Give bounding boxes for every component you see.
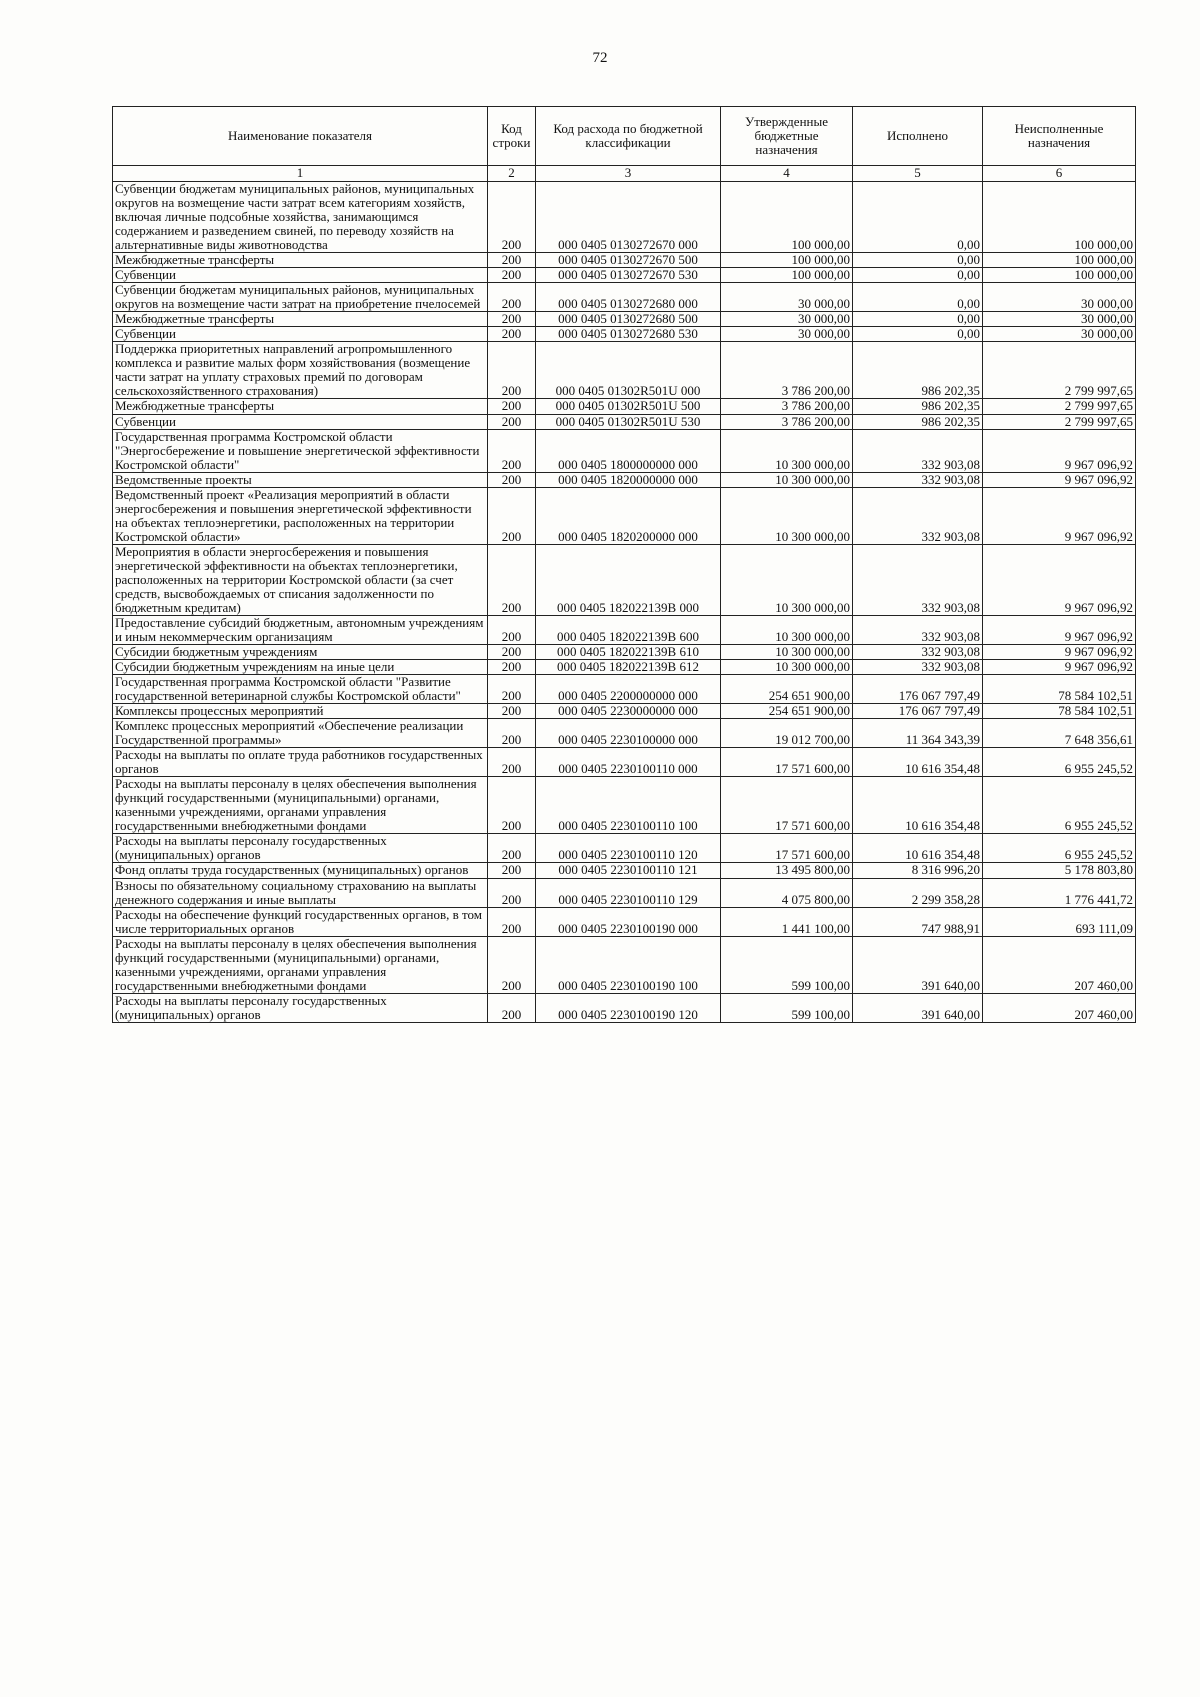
- row-unexecuted-amount: 9 967 096,92: [983, 660, 1136, 675]
- header-approved: Утвержденные бюджетные назначения: [721, 107, 853, 166]
- table-row: [113, 429, 1136, 472]
- row-code: 200: [488, 472, 536, 487]
- row-executed-amount: 10 616 354,48: [853, 777, 983, 834]
- table-row: [113, 283, 1136, 312]
- row-name: Субвенции: [113, 268, 488, 283]
- row-code: 200: [488, 429, 536, 472]
- row-unexecuted-amount: 9 967 096,92: [983, 645, 1136, 660]
- header-code: Код строки: [488, 107, 536, 166]
- row-executed-amount: 332 903,08: [853, 544, 983, 615]
- table-row: [113, 472, 1136, 487]
- row-code: 200: [488, 312, 536, 327]
- row-executed-amount: 0,00: [853, 268, 983, 283]
- row-classification-code: 000 0405 0130272680 000: [536, 283, 721, 312]
- table-row: [113, 645, 1136, 660]
- row-approved-amount: 17 571 600,00: [721, 748, 853, 777]
- row-name: Субвенции: [113, 414, 488, 429]
- header-classification: Код расхода по бюджетной классификации: [536, 107, 721, 166]
- row-classification-code: 000 0405 2200000000 000: [536, 675, 721, 704]
- row-approved-amount: 17 571 600,00: [721, 834, 853, 863]
- row-unexecuted-amount: 5 178 803,80: [983, 863, 1136, 878]
- column-number: 2: [488, 166, 536, 182]
- row-unexecuted-amount: 1 776 441,72: [983, 878, 1136, 907]
- row-code: 200: [488, 704, 536, 719]
- row-name: Субвенции бюджетам муниципальных районов, муниципальных округов на возмещение части затрат всем категориям хозяйств, включая личные подсобные хозяйства, занимающимся содержанием и разведением свиней, по переводу хозяйств на альтернативные виды животноводства: [113, 182, 488, 253]
- row-classification-code: 000 0405 182022139B 600: [536, 615, 721, 644]
- table-row: [113, 777, 1136, 834]
- row-executed-amount: 0,00: [853, 253, 983, 268]
- row-classification-code: 000 0405 2230100110 120: [536, 834, 721, 863]
- row-unexecuted-amount: 207 460,00: [983, 993, 1136, 1022]
- row-classification-code: 000 0405 2230100190 120: [536, 993, 721, 1022]
- table-row: [113, 907, 1136, 936]
- column-number: 4: [721, 166, 853, 182]
- table-row: [113, 936, 1136, 993]
- table-row: [113, 704, 1136, 719]
- row-approved-amount: 30 000,00: [721, 283, 853, 312]
- table-row: [113, 312, 1136, 327]
- row-classification-code: 000 0405 182022139B 000: [536, 544, 721, 615]
- row-classification-code: 000 0405 1800000000 000: [536, 429, 721, 472]
- row-unexecuted-amount: 9 967 096,92: [983, 472, 1136, 487]
- row-name: Субсидии бюджетным учреждениям на иные цели: [113, 660, 488, 675]
- row-classification-code: 000 0405 2230100000 000: [536, 719, 721, 748]
- row-unexecuted-amount: 100 000,00: [983, 268, 1136, 283]
- row-approved-amount: 30 000,00: [721, 312, 853, 327]
- table-row: [113, 182, 1136, 253]
- row-code: 200: [488, 777, 536, 834]
- row-name: Поддержка приоритетных направлений агропромышленного комплекса и развитие малых форм хозяйствования (возмещение части затрат на уплату страховых премий по договорам сельскохозяйственного страхования): [113, 342, 488, 399]
- column-number-row: [113, 166, 1136, 182]
- row-executed-amount: 332 903,08: [853, 487, 983, 544]
- row-executed-amount: 332 903,08: [853, 645, 983, 660]
- row-name: Фонд оплаты труда государственных (муниципальных) органов: [113, 863, 488, 878]
- row-approved-amount: 100 000,00: [721, 268, 853, 283]
- table-row: [113, 399, 1136, 414]
- table-row: [113, 327, 1136, 342]
- row-executed-amount: 332 903,08: [853, 660, 983, 675]
- row-approved-amount: 17 571 600,00: [721, 777, 853, 834]
- row-executed-amount: 176 067 797,49: [853, 704, 983, 719]
- row-approved-amount: 4 075 800,00: [721, 878, 853, 907]
- row-executed-amount: 391 640,00: [853, 993, 983, 1022]
- row-unexecuted-amount: 9 967 096,92: [983, 544, 1136, 615]
- table-row: [113, 719, 1136, 748]
- row-executed-amount: 332 903,08: [853, 472, 983, 487]
- row-executed-amount: 986 202,35: [853, 342, 983, 399]
- row-name: Межбюджетные трансферты: [113, 253, 488, 268]
- row-classification-code: 000 0405 2230000000 000: [536, 704, 721, 719]
- row-classification-code: 000 0405 01302R501U 500: [536, 399, 721, 414]
- row-code: 200: [488, 645, 536, 660]
- row-code: 200: [488, 936, 536, 993]
- row-classification-code: 000 0405 2230100110 121: [536, 863, 721, 878]
- row-classification-code: 000 0405 01302R501U 530: [536, 414, 721, 429]
- row-executed-amount: 2 299 358,28: [853, 878, 983, 907]
- row-name: Комплекс процессных мероприятий «Обеспечение реализации Государственной программы»: [113, 719, 488, 748]
- row-approved-amount: 30 000,00: [721, 327, 853, 342]
- row-executed-amount: 10 616 354,48: [853, 748, 983, 777]
- row-unexecuted-amount: 78 584 102,51: [983, 675, 1136, 704]
- row-name: Межбюджетные трансферты: [113, 312, 488, 327]
- row-classification-code: 000 0405 182022139B 610: [536, 645, 721, 660]
- row-code: 200: [488, 342, 536, 399]
- header-name: Наименование показателя: [113, 107, 488, 166]
- table-row: [113, 993, 1136, 1022]
- row-approved-amount: 3 786 200,00: [721, 414, 853, 429]
- row-name: Расходы на выплаты персоналу в целях обеспечения выполнения функций государственными (муниципальными) органами, казенными учреждениями, органами управления государственными внебюджетными фондами: [113, 777, 488, 834]
- row-approved-amount: 13 495 800,00: [721, 863, 853, 878]
- row-approved-amount: 599 100,00: [721, 993, 853, 1022]
- header-unexecuted: Неисполненные назначения: [983, 107, 1136, 166]
- row-classification-code: 000 0405 2230100190 000: [536, 907, 721, 936]
- row-executed-amount: 0,00: [853, 327, 983, 342]
- row-unexecuted-amount: 30 000,00: [983, 327, 1136, 342]
- row-name: Предоставление субсидий бюджетным, автономным учреждениям и иным некоммерческим организациям: [113, 615, 488, 644]
- row-classification-code: 000 0405 2230100110 129: [536, 878, 721, 907]
- row-unexecuted-amount: 693 111,09: [983, 907, 1136, 936]
- row-unexecuted-amount: 100 000,00: [983, 182, 1136, 253]
- row-approved-amount: 100 000,00: [721, 182, 853, 253]
- row-approved-amount: 10 300 000,00: [721, 615, 853, 644]
- row-code: 200: [488, 253, 536, 268]
- row-unexecuted-amount: 7 648 356,61: [983, 719, 1136, 748]
- row-unexecuted-amount: 9 967 096,92: [983, 487, 1136, 544]
- row-unexecuted-amount: 100 000,00: [983, 253, 1136, 268]
- row-executed-amount: 332 903,08: [853, 429, 983, 472]
- table-row: [113, 675, 1136, 704]
- row-approved-amount: 10 300 000,00: [721, 472, 853, 487]
- header-executed: Исполнено: [853, 107, 983, 166]
- row-code: 200: [488, 268, 536, 283]
- row-executed-amount: 0,00: [853, 283, 983, 312]
- row-unexecuted-amount: 6 955 245,52: [983, 777, 1136, 834]
- row-approved-amount: 254 651 900,00: [721, 704, 853, 719]
- row-code: 200: [488, 993, 536, 1022]
- row-classification-code: 000 0405 01302R501U 000: [536, 342, 721, 399]
- row-name: Расходы на выплаты персоналу государственных (муниципальных) органов: [113, 993, 488, 1022]
- budget-execution-table: [112, 106, 1136, 1023]
- row-classification-code: 000 0405 2230100110 100: [536, 777, 721, 834]
- row-unexecuted-amount: 2 799 997,65: [983, 399, 1136, 414]
- row-name: Расходы на выплаты персоналу в целях обеспечения выполнения функций государственными (муниципальными) органами, казенными учреждениями, органами управления государственными внебюджетными фондами: [113, 936, 488, 993]
- row-name: Расходы на выплаты по оплате труда работников государственных органов: [113, 748, 488, 777]
- table-row: [113, 834, 1136, 863]
- column-number: 1: [113, 166, 488, 182]
- row-code: 200: [488, 878, 536, 907]
- row-unexecuted-amount: 9 967 096,92: [983, 429, 1136, 472]
- page-number: 72: [592, 50, 608, 66]
- row-classification-code: 000 0405 0130272680 530: [536, 327, 721, 342]
- row-executed-amount: 986 202,35: [853, 414, 983, 429]
- row-code: 200: [488, 907, 536, 936]
- row-approved-amount: 10 300 000,00: [721, 544, 853, 615]
- row-executed-amount: 391 640,00: [853, 936, 983, 993]
- row-code: 200: [488, 399, 536, 414]
- row-unexecuted-amount: 30 000,00: [983, 283, 1136, 312]
- row-executed-amount: 0,00: [853, 182, 983, 253]
- row-code: 200: [488, 414, 536, 429]
- row-code: 200: [488, 863, 536, 878]
- row-code: 200: [488, 834, 536, 863]
- table-row: [113, 878, 1136, 907]
- table-body: [113, 182, 1136, 1023]
- row-approved-amount: 10 300 000,00: [721, 660, 853, 675]
- row-code: 200: [488, 748, 536, 777]
- table-row: [113, 615, 1136, 644]
- table-row: [113, 253, 1136, 268]
- table-row: [113, 863, 1136, 878]
- row-approved-amount: 3 786 200,00: [721, 399, 853, 414]
- row-executed-amount: 10 616 354,48: [853, 834, 983, 863]
- row-name: Ведомственный проект «Реализация мероприятий в области энергосбережения и повышения энергетической эффективности на объектах теплоэнергетики, расположенных на территории Костромской области»: [113, 487, 488, 544]
- row-code: 200: [488, 487, 536, 544]
- row-unexecuted-amount: 6 955 245,52: [983, 834, 1136, 863]
- row-name: Комплексы процессных мероприятий: [113, 704, 488, 719]
- row-unexecuted-amount: 78 584 102,51: [983, 704, 1136, 719]
- row-code: 200: [488, 283, 536, 312]
- row-unexecuted-amount: 2 799 997,65: [983, 414, 1136, 429]
- row-classification-code: 000 0405 0130272670 500: [536, 253, 721, 268]
- row-name: Государственная программа Костромской области "Развитие государственной ветеринарной службы Костромской области": [113, 675, 488, 704]
- row-classification-code: 000 0405 1820200000 000: [536, 487, 721, 544]
- table-row: [113, 342, 1136, 399]
- row-name: Ведомственные проекты: [113, 472, 488, 487]
- row-unexecuted-amount: 30 000,00: [983, 312, 1136, 327]
- row-name: Субвенции: [113, 327, 488, 342]
- row-code: 200: [488, 327, 536, 342]
- row-classification-code: 000 0405 2230100190 100: [536, 936, 721, 993]
- row-executed-amount: 176 067 797,49: [853, 675, 983, 704]
- row-executed-amount: 0,00: [853, 312, 983, 327]
- row-code: 200: [488, 182, 536, 253]
- row-approved-amount: 100 000,00: [721, 253, 853, 268]
- row-executed-amount: 11 364 343,39: [853, 719, 983, 748]
- row-name: Мероприятия в области энергосбережения и повышения энергетической эффективности на объектах теплоэнергетики, расположенных на территории Костромской области (за счет средств, высвобождаемых от списания задолженности по бюджетным кредитам): [113, 544, 488, 615]
- row-executed-amount: 8 316 996,20: [853, 863, 983, 878]
- row-unexecuted-amount: 2 799 997,65: [983, 342, 1136, 399]
- row-approved-amount: 599 100,00: [721, 936, 853, 993]
- column-number: 5: [853, 166, 983, 182]
- row-unexecuted-amount: 9 967 096,92: [983, 615, 1136, 644]
- table-header-row: [113, 107, 1136, 166]
- row-classification-code: 000 0405 0130272670 530: [536, 268, 721, 283]
- row-classification-code: 000 0405 0130272670 000: [536, 182, 721, 253]
- row-code: 200: [488, 544, 536, 615]
- table-row: [113, 487, 1136, 544]
- row-name: Расходы на выплаты персоналу государственных (муниципальных) органов: [113, 834, 488, 863]
- row-name: Межбюджетные трансферты: [113, 399, 488, 414]
- row-name: Взносы по обязательному социальному страхованию на выплаты денежного содержания и иные выплаты: [113, 878, 488, 907]
- row-name: Субсидии бюджетным учреждениям: [113, 645, 488, 660]
- row-approved-amount: 1 441 100,00: [721, 907, 853, 936]
- row-classification-code: 000 0405 182022139B 612: [536, 660, 721, 675]
- row-code: 200: [488, 615, 536, 644]
- row-unexecuted-amount: 207 460,00: [983, 936, 1136, 993]
- row-classification-code: 000 0405 1820000000 000: [536, 472, 721, 487]
- column-number: 3: [536, 166, 721, 182]
- column-number: 6: [983, 166, 1136, 182]
- row-code: 200: [488, 719, 536, 748]
- row-unexecuted-amount: 6 955 245,52: [983, 748, 1136, 777]
- table-row: [113, 268, 1136, 283]
- row-executed-amount: 986 202,35: [853, 399, 983, 414]
- table-row: [113, 544, 1136, 615]
- row-name: Субвенции бюджетам муниципальных районов, муниципальных округов на возмещение части затрат на приобретение пчелосемей: [113, 283, 488, 312]
- row-approved-amount: 254 651 900,00: [721, 675, 853, 704]
- row-classification-code: 000 0405 2230100110 000: [536, 748, 721, 777]
- row-approved-amount: 10 300 000,00: [721, 645, 853, 660]
- table-row: [113, 414, 1136, 429]
- row-classification-code: 000 0405 0130272680 500: [536, 312, 721, 327]
- row-approved-amount: 10 300 000,00: [721, 429, 853, 472]
- row-executed-amount: 747 988,91: [853, 907, 983, 936]
- table-row: [113, 660, 1136, 675]
- row-approved-amount: 10 300 000,00: [721, 487, 853, 544]
- row-name: Государственная программа Костромской области "Энергосбережение и повышение энергетической эффективности Костромской области": [113, 429, 488, 472]
- table-row: [113, 748, 1136, 777]
- row-name: Расходы на обеспечение функций государственных органов, в том числе территориальных органов: [113, 907, 488, 936]
- row-code: 200: [488, 660, 536, 675]
- row-code: 200: [488, 675, 536, 704]
- row-approved-amount: 3 786 200,00: [721, 342, 853, 399]
- row-executed-amount: 332 903,08: [853, 615, 983, 644]
- row-approved-amount: 19 012 700,00: [721, 719, 853, 748]
